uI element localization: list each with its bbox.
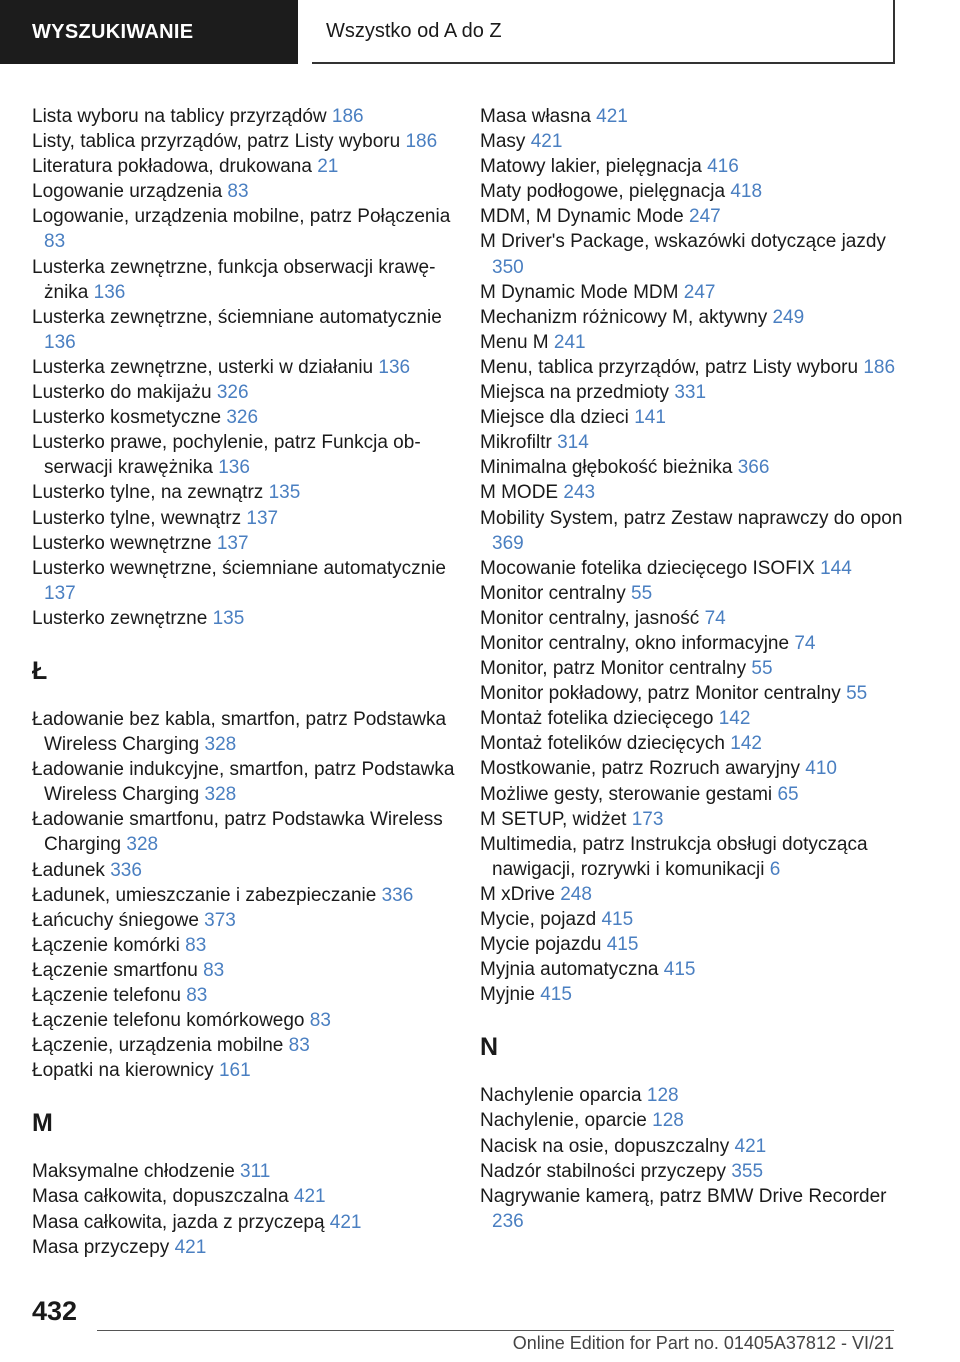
index-entry	[480, 832, 910, 882]
index-entry	[480, 681, 910, 706]
index-entry	[32, 606, 462, 631]
index-entry-page-link[interactable]: 421	[734, 1135, 767, 1157]
index-entry-page-link[interactable]: 186	[331, 106, 364, 127]
index-entry-text: Łańcuchy śniegowe	[32, 909, 199, 931]
index-entry	[32, 1235, 462, 1260]
index-entry	[32, 179, 462, 204]
index-entry	[32, 405, 462, 430]
index-entry	[32, 908, 462, 933]
index-entry-text: Lusterko kosmetyczne	[32, 407, 222, 429]
index-entry-page-link[interactable]: 21	[317, 156, 339, 178]
index-entry-text: M xDrive	[480, 883, 555, 905]
index-entry-text: Mikrofiltr	[480, 432, 552, 454]
index-entry-page-link[interactable]: 142	[718, 708, 751, 730]
index-entry-text: Nacisk na osie, dopuszczalny	[480, 1135, 730, 1157]
index-column-left	[32, 104, 462, 1260]
section-letter: N	[480, 1033, 499, 1062]
index-entry-page-link[interactable]: 373	[204, 909, 236, 931]
index-entry	[480, 756, 910, 781]
footer-edition: Online Edition for Part no. 01405A37812 - VI/21	[512, 1333, 894, 1353]
index-entry-page-link[interactable]: 328	[204, 784, 237, 806]
index-entry	[480, 656, 910, 681]
index-entry-page-link[interactable]: 83	[185, 934, 207, 956]
index-entry-text: Ładowanie smartfonu, patrz Podstawka Wireless Charging	[32, 809, 443, 856]
index-entry	[32, 355, 462, 380]
index-entry-page-link[interactable]: 415	[663, 959, 696, 981]
index-entry	[32, 129, 462, 154]
index-entry	[480, 1159, 910, 1184]
index-entry-text: Lista wyboru na tablicy przyrządów	[32, 106, 327, 127]
index-entry	[32, 204, 462, 254]
index-entry-page-link[interactable]: 418	[730, 181, 763, 203]
index-entry-text: Lusterka zewnętrzne, usterki w działaniu	[32, 356, 374, 378]
index-entry-page-link[interactable]: 421	[530, 131, 563, 153]
index-entry	[32, 1159, 462, 1184]
index-entry-page-link[interactable]: 83	[227, 181, 249, 203]
index-entry-text: Logowanie urządzenia	[32, 181, 223, 203]
index-entry-page-link[interactable]: 248	[560, 883, 592, 905]
index-entry-text: Mostkowanie, patrz Rozruch awaryjny	[480, 758, 800, 780]
index-entry	[32, 556, 462, 606]
index-entry-page-link[interactable]: 186	[863, 356, 896, 378]
index-entry-text: Multimedia, patrz Instrukcja obsługi dotycząca nawigacji, rozrywki i komunikacji	[480, 833, 868, 880]
index-entry-page-link[interactable]: 241	[553, 331, 586, 353]
index-entry-page-link[interactable]: 136	[378, 356, 411, 378]
index-entry-text: Możliwe gesty, sterowanie gestami	[480, 783, 773, 805]
index-entry-text: Maty podłogowe, pielęgnacja	[480, 181, 726, 203]
index-entry-text: Minimalna głębokość bieżnika	[480, 457, 733, 479]
section-letter: Ł	[32, 656, 48, 685]
index-entry-text: Masa całkowita, dopuszczalna	[32, 1186, 289, 1208]
index-entry-text: Listy, tablica przyrządów, patrz Listy wyboru	[32, 131, 401, 153]
index-entry	[32, 506, 462, 531]
index-entry-text: Maksymalne chłodzenie	[32, 1161, 235, 1183]
index-entry-text: Lusterko tylne, wewnątrz	[32, 507, 242, 529]
index-entry-page-link[interactable]: 366	[737, 457, 770, 479]
index-entry	[32, 305, 462, 355]
index-entry-page-link[interactable]: 128	[646, 1085, 679, 1107]
index-entry	[480, 330, 910, 355]
index-entry	[480, 882, 910, 907]
index-entry-page-link[interactable]: 55	[846, 683, 868, 705]
index-entry-text: Literatura pokładowa, drukowana	[32, 156, 312, 178]
index-entry-text: Mobility System, patrz Zestaw naprawczy do opon	[480, 507, 903, 529]
index-entry-text: Mycie pojazdu	[480, 934, 602, 956]
index-entry	[480, 129, 910, 154]
index-entry-page-link[interactable]: 83	[44, 231, 66, 253]
index-entry	[32, 1184, 462, 1209]
index-entry-text: Łączenie smartfonu	[32, 959, 198, 981]
index-entry-text: Lusterka zewnętrzne, ściemniane automatycznie	[32, 306, 442, 328]
index-entry-text: Lusterko zewnętrzne	[32, 607, 208, 629]
page-number: 432	[32, 1296, 78, 1326]
index-entry-page-link[interactable]: 6	[769, 858, 781, 880]
index-entry-page-link[interactable]: 74	[794, 632, 816, 654]
index-entry-text: Logowanie, urządzenia mobilne, patrz Połączenia	[32, 206, 451, 228]
index-entry-text: Ładunek, umieszczanie i zabezpieczanie	[32, 884, 377, 906]
index-entry-text: Miejsce dla dzieci	[480, 407, 629, 429]
section-tab-label: WYSZUKIWANIE	[32, 20, 194, 43]
index-entry	[480, 957, 910, 982]
index-entry	[32, 154, 462, 179]
index-entry	[480, 104, 910, 129]
index-entry-text: Nagrywanie kamerą, patrz BMW Drive Recorder	[480, 1185, 887, 1207]
index-entry-text: Menu M	[480, 331, 549, 353]
index-entry	[480, 280, 910, 305]
index-entry	[32, 430, 462, 480]
index-entry-text: Monitor pokładowy, patrz Monitor centralny	[480, 683, 841, 705]
index-entry	[480, 782, 910, 807]
index-entry-text: Łączenie telefonu komórkowego	[32, 1010, 305, 1032]
index-entry-page-link[interactable]: 350	[492, 256, 524, 278]
index-entry	[480, 204, 910, 229]
index-entry	[480, 430, 910, 455]
index-entry-page-link[interactable]: 144	[820, 557, 852, 579]
index-entry-page-link[interactable]: 141	[634, 407, 666, 429]
index-entry-text: M MODE	[480, 482, 559, 504]
index-entry-page-link[interactable]: 136	[218, 457, 250, 479]
index-entry	[480, 480, 910, 505]
index-entry	[32, 858, 462, 883]
index-entry	[32, 255, 462, 305]
index-entry-page-link[interactable]: 55	[751, 658, 773, 680]
index-entry-page-link[interactable]: 173	[631, 808, 664, 830]
index-entry-page-link[interactable]: 74	[704, 607, 726, 629]
index-entry	[480, 807, 910, 832]
index-entry-text: Montaż fotelików dziecięcych	[480, 733, 725, 755]
index-entry-page-link[interactable]: 326	[216, 382, 249, 404]
index-entry-page-link[interactable]: 136	[44, 331, 76, 353]
index-entry-text: Mocowanie fotelika dziecięcego ISOFIX	[480, 557, 815, 579]
index-entry	[32, 933, 462, 958]
index-entry-text: Menu, tablica przyrządów, patrz Listy wyboru	[480, 356, 859, 378]
index-entry	[480, 731, 910, 756]
index-entry-page-link[interactable]: 247	[689, 206, 721, 228]
index-entry-text: Monitor centralny, jasność	[480, 607, 700, 629]
index-entry-page-link[interactable]: 83	[203, 959, 225, 981]
index-entry-page-link[interactable]: 336	[381, 884, 414, 906]
index-entry-page-link[interactable]: 137	[44, 582, 76, 604]
index-entry	[32, 807, 462, 857]
index-entry-page-link[interactable]: 161	[218, 1060, 251, 1082]
index-entry-page-link[interactable]: 83	[309, 1010, 331, 1032]
index-entry-page-link[interactable]: 137	[246, 507, 279, 529]
index-entry	[480, 1184, 910, 1234]
index-entry	[32, 707, 462, 757]
index-entry-text: Lusterka zewnętrzne, funkcja obserwacji krawężnika	[32, 256, 436, 303]
index-entry	[480, 1083, 910, 1108]
index-entry-page-link[interactable]: 236	[492, 1210, 524, 1232]
index-entry-page-link[interactable]: 421	[174, 1236, 207, 1258]
index-entry-text: Łopatki na kierownicy	[32, 1060, 214, 1082]
index-entry	[480, 455, 910, 480]
index-entry	[480, 380, 910, 405]
index-entry-text: Monitor centralny	[480, 582, 626, 604]
index-entry-page-link[interactable]: 128	[652, 1110, 684, 1132]
index-entry	[480, 706, 910, 731]
index-entry-page-link[interactable]: 328	[204, 734, 237, 756]
index-entry-page-link[interactable]: 135	[212, 607, 245, 629]
index-entry-page-link[interactable]: 326	[226, 407, 259, 429]
index-entry-page-link[interactable]: 421	[329, 1211, 362, 1233]
index-entry-text: Monitor centralny, okno informacyjne	[480, 632, 790, 654]
index-entry-text: Masa całkowita, jazda z przyczepą	[32, 1211, 325, 1233]
index-entry-text: Ładowanie bez kabla, smartfon, patrz Podstawka Wireless Charging	[32, 708, 447, 756]
index-entry	[32, 531, 462, 556]
index-entry	[32, 1058, 462, 1083]
index-entry-page-link[interactable]: 355	[731, 1160, 764, 1182]
index-entry-text: Myjnia automatyczna	[480, 959, 659, 981]
index-entry-page-link[interactable]: 83	[288, 1035, 310, 1057]
index-entry-page-link[interactable]: 247	[683, 281, 716, 303]
index-entry	[480, 305, 910, 330]
index-entry-page-link[interactable]: 136	[93, 281, 126, 303]
index-entry	[480, 907, 910, 932]
index-entry	[480, 154, 910, 179]
index-entry-text: Nachylenie oparcia	[480, 1085, 642, 1107]
index-entry	[32, 1008, 462, 1033]
index-entry	[480, 606, 910, 631]
index-entry-text: Masa własna	[480, 106, 591, 127]
index-entry-page-link[interactable]: 83	[186, 985, 208, 1006]
index-entry	[32, 104, 462, 129]
index-entry-text: Lusterko prawe, pochylenie, patrz Funkcja obserwacji krawężnika	[32, 432, 421, 479]
index-entry-page-link[interactable]: 416	[707, 156, 739, 178]
index-entry	[480, 179, 910, 204]
page-title	[312, 0, 895, 64]
index-entry	[480, 932, 910, 957]
index-entry	[32, 380, 462, 405]
index-entry-text: M Dynamic Mode MDM	[480, 281, 679, 303]
index-entry-page-link[interactable]: 243	[563, 482, 596, 504]
index-entry	[32, 983, 462, 1008]
index-entry-page-link[interactable]: 55	[631, 582, 653, 604]
page-title-text: Wszystko od A do Z	[326, 19, 502, 42]
index-entry-text: Masa przyczepy	[32, 1236, 170, 1258]
index-entry-text: Łączenie telefonu	[32, 985, 181, 1006]
index-entry	[32, 958, 462, 983]
index-entry	[32, 480, 462, 505]
index-entry	[32, 1033, 462, 1058]
index-entry	[480, 631, 910, 656]
index-entry	[480, 556, 910, 581]
index-entry-text: Lusterko wewnętrzne, ściemniane automatycznie	[32, 557, 446, 579]
index-entry-page-link[interactable]: 410	[805, 758, 837, 780]
index-entry-page-link[interactable]: 314	[557, 432, 589, 454]
index-entry	[32, 883, 462, 908]
index-entry-page-link[interactable]: 336	[110, 859, 142, 881]
index-entry	[480, 982, 910, 1007]
index-entry-page-link[interactable]: 65	[777, 783, 799, 805]
index-entry-text: Myjnie	[480, 984, 535, 1006]
index-entry-page-link[interactable]: 142	[730, 733, 762, 755]
index-entry-text: Lusterko tylne, na zewnątrz	[32, 482, 264, 504]
section-tab	[0, 0, 298, 64]
index-entry-text: Mycie, pojazd	[480, 909, 597, 930]
index-entry-text: Nachylenie, oparcie	[480, 1110, 647, 1132]
index-entry	[480, 405, 910, 430]
index-entry-text: M Driver's Package, wskazówki dotyczące jazdy	[480, 231, 886, 253]
index-entry-page-link[interactable]: 421	[596, 106, 628, 127]
index-entry-text: Ładunek	[32, 859, 105, 881]
index-entry	[480, 506, 910, 556]
index-entry	[480, 1134, 910, 1159]
index-entry-page-link[interactable]: 421	[293, 1186, 326, 1208]
index-entry-text: Nadzór stabilności przyczepy	[480, 1160, 727, 1182]
index-entry-page-link[interactable]: 415	[601, 909, 634, 930]
index-entry-text: Lusterko do makijażu	[32, 382, 212, 404]
index-entry-page-link[interactable]: 135	[268, 482, 301, 504]
index-entry-page-link[interactable]: 331	[674, 382, 707, 404]
index-entry-text: M SETUP, widżet	[480, 808, 627, 830]
index-column-right	[480, 104, 910, 1234]
index-entry-text: Łączenie komórki	[32, 934, 180, 956]
index-entry	[480, 355, 910, 380]
index-entry-page-link[interactable]: 415	[540, 984, 572, 1006]
index-entry-text: Masy	[480, 131, 526, 153]
index-entry	[32, 757, 462, 807]
index-entry-page-link[interactable]: 249	[772, 306, 805, 328]
section-letter: M	[32, 1109, 53, 1138]
index-entry-page-link[interactable]: 415	[606, 934, 639, 956]
index-entry-page-link[interactable]: 328	[126, 834, 159, 856]
index-entry-text: Monitor, patrz Monitor centralny	[480, 658, 747, 680]
index-entry-page-link[interactable]: 369	[492, 532, 524, 554]
index-entry	[480, 1108, 910, 1133]
index-entry-page-link[interactable]: 311	[240, 1161, 271, 1183]
index-entry-page-link[interactable]: 186	[405, 131, 438, 153]
index-entry-text: MDM, M Dynamic Mode	[480, 206, 684, 228]
index-entry-text: Ładowanie indukcyjne, smartfon, patrz Podstawka Wireless Charging	[32, 759, 455, 806]
index-entry-text: Mechanizm różnicowy M, aktywny	[480, 306, 768, 328]
index-entry-text: Montaż fotelika dziecięcego	[480, 708, 714, 730]
index-entry	[480, 581, 910, 606]
index-entry-page-link[interactable]: 137	[216, 532, 249, 554]
index-entry-text: Miejsca na przedmioty	[480, 382, 670, 404]
footer-divider	[97, 1330, 894, 1331]
index-entry-text: Matowy lakier, pielęgnacja	[480, 156, 702, 178]
index-entry	[480, 229, 910, 279]
index-entry-text: Łączenie, urządzenia mobilne	[32, 1035, 284, 1057]
index-entry-text: Lusterko wewnętrzne	[32, 532, 212, 554]
index-entry	[32, 1210, 462, 1235]
